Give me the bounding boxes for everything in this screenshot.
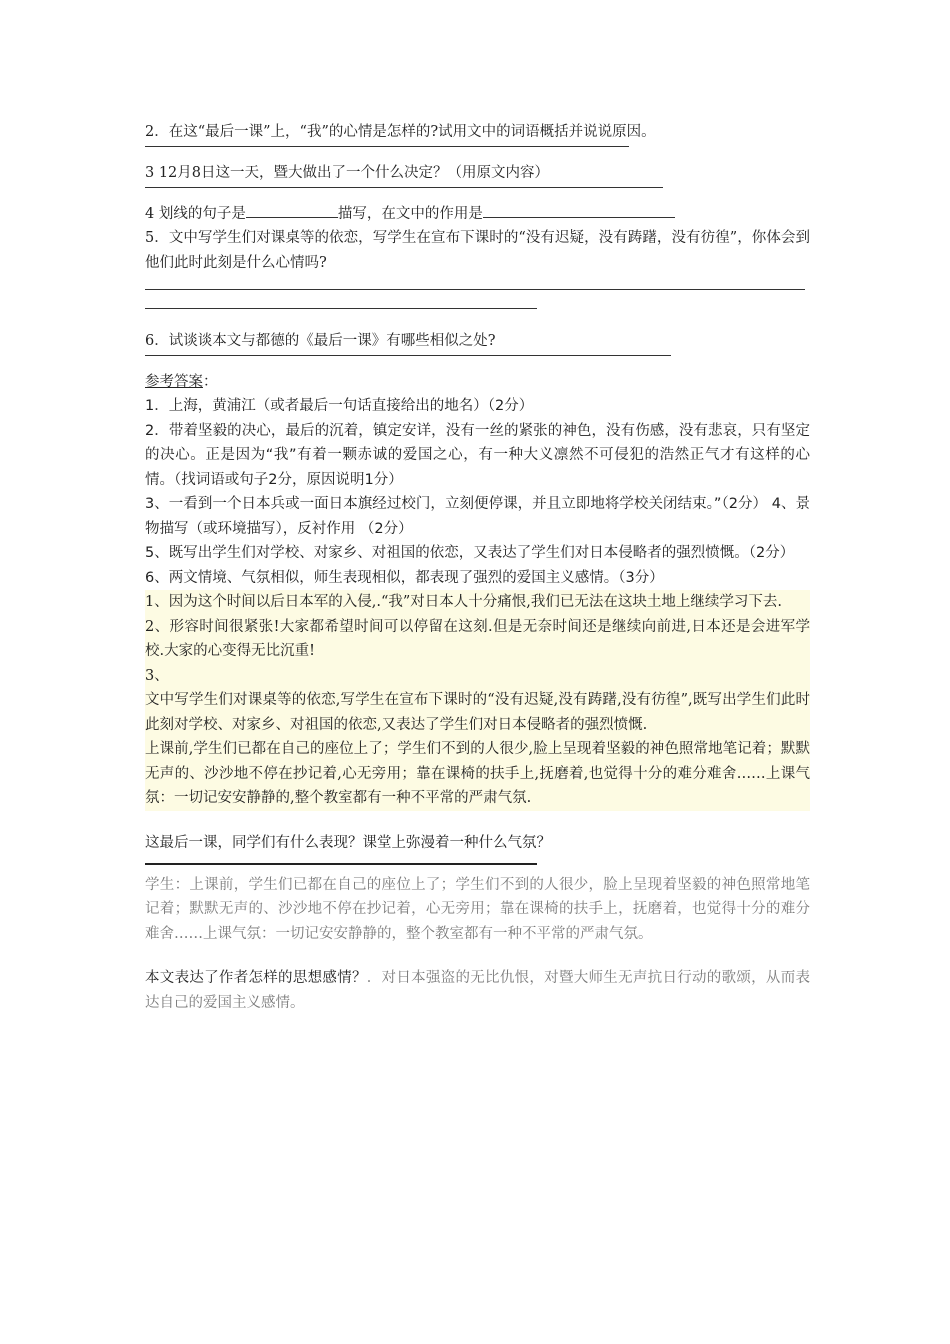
answer-5: 5、既写出学生们对学校、对家乡、对祖国的依恋，又表达了学生们对日本侵略者的强烈愤慨。（2分） (145, 545, 795, 561)
answer-3-4: 3、一看到一个日本兵或一面日本旗经过校门，立刻便停课，并且立即地将学校关闭结束。”（2分） 4、景物描写（或环境描写），反衬作用 （2分） (145, 496, 810, 537)
answer-class-performance: 学生：上课前，学生们已都在自己的座位上了；学生们不到的人很少，脸上呈现着坚毅的神色照常地笔记着；默默无声的、沙沙地不停在抄记着，心无旁用；靠在课椅的扶手上，抚磨着，也觉得十分的难分难舍……上课气氛：一切记安安静静的，整个教室都有一种不平常的严肃气氛。 (145, 876, 810, 942)
highlight-answer-2: 2、形容时间很紧张!大家都希望时间可以停留在这刻.但是无奈时间还是继续向前进,日本还是会进军学校.大家的心变得无比沉重! (145, 615, 810, 664)
answer-blank-5a (145, 289, 805, 290)
highlight-answer-1: 1、因为这个时间以后日本军的入侵,.“我”对日本人十分痛恨,我们已无法在这块土地上继续学习下去. (145, 590, 810, 615)
answer-blank-2 (145, 146, 629, 147)
question-3: 3 12月8日这一天，暨大做出了一个什么决定？（用原文内容） (145, 165, 550, 181)
answer-blank-4a (246, 203, 338, 218)
answer-blank-3 (145, 187, 663, 188)
spacer-2 (145, 946, 810, 966)
answer-2: 2．带着坚毅的决心，最后的沉着，镇定安详，没有一丝的紧张的神色，没有伤感，没有悲哀，只有坚定的决心。正是因为“我”有着一颗赤诚的爱国之心，有一种大义凛然不可侵犯的浩然正气才有这样的心情。（找词语或句子2分，原因说明1分） (145, 422, 810, 488)
highlight-answer-4: 上课前,学生们已都在自己的座位上了；学生们不到的人很少,脸上呈现着坚毅的神色照常地笔记着；默默无声的、沙沙地不停在抄记着,心无旁用；靠在课椅的扶手上,抚磨着,也觉得十分的难分难舍……上课气氛：一切记安安静静的,整个教室都有一种不平常的严肃气氛. (145, 737, 810, 811)
answer-blank-5b (145, 308, 537, 309)
question-class-performance: 这最后一课，同学们有什么表现？课堂上弥漫着一种什么气氛？ (145, 834, 551, 851)
answer-6: 6、两文情境、气氛相似，师生表现相似，都表现了强烈的爱国主义感情。（3分） (145, 569, 664, 586)
spacer (145, 811, 810, 831)
question-2: 2．在这“最后一课”上，“我”的心情是怎样的?试用文中的词语概括并说说原因。 (145, 124, 656, 140)
highlight-answer-3: 文中写学生们对课桌等的依恋,写学生在宣布下课时的“没有迟疑,没有踌躇,没有彷徨”,既写出学生们此时此刻对学校、对家乡、对祖国的依恋,又表达了学生们对日本侵略者的强烈愤慨. (145, 688, 810, 737)
answer-blank-4b (483, 203, 675, 218)
worksheet-page (145, 120, 810, 1015)
answer-blank-6 (145, 355, 671, 356)
answer-1: 1．上海，黄浦江（或者最后一句话直接给出的地名）（2分） (145, 398, 534, 414)
answers-label: 参考答案 (145, 374, 203, 390)
highlight-answer-3-number: 3、 (145, 664, 810, 689)
question-4-part-a: 4 划线的句子是 (145, 206, 246, 222)
question-4-part-b: 描写，在文中的作用是 (337, 206, 483, 222)
answers-label-suffix: ： (203, 374, 218, 390)
question-5: 5．文中写学生们对课桌等的依恋，写学生在宣布下课时的“没有迟疑，没有踌躇，没有彷徨”，你体会到他们此时此刻是什么心情吗? (145, 230, 810, 271)
question-4 (145, 202, 810, 226)
answer-blank-class (145, 863, 537, 865)
answer-feelings: ．对日本强盗的无比仇恨，对暨大师生无声抗日行动的歌颂，从而表达自己的爱国主义感情。 (145, 970, 811, 1011)
question-feelings-block (145, 966, 810, 1015)
question-feelings: 本文表达了作者怎样的思想感情？ (145, 970, 367, 986)
question-6: 6．试谈谈本文与都德的《最后一课》有哪些相似之处? (145, 333, 496, 349)
answers-heading (145, 370, 810, 394)
